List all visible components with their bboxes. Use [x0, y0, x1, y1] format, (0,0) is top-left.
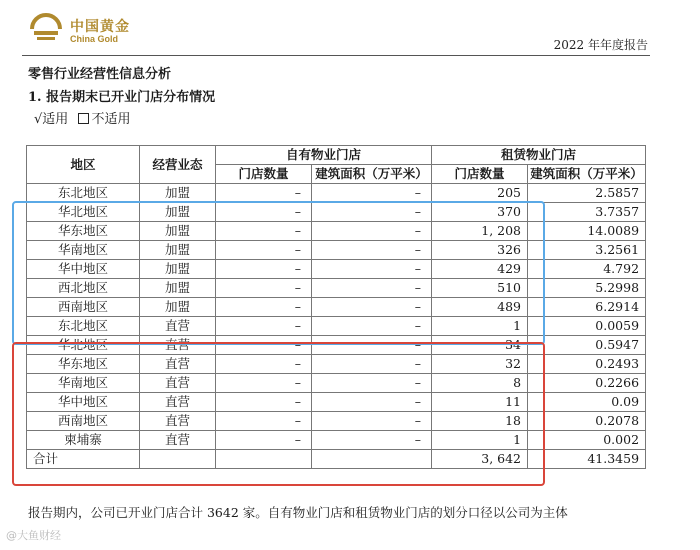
row-leased-count: 489 — [432, 298, 528, 317]
row-owned-area: – — [312, 412, 432, 431]
unchecked-box-icon — [78, 113, 89, 124]
row-region: 东北地区 — [27, 317, 140, 336]
row-owned-area: – — [312, 203, 432, 222]
row-region: 柬埔寨 — [27, 431, 140, 450]
row-leased-area: 14.0089 — [528, 222, 646, 241]
row-format: 加盟 — [140, 184, 216, 203]
row-leased-area: 0.2266 — [528, 374, 646, 393]
header-divider — [22, 55, 650, 56]
row-region: 华中地区 — [27, 393, 140, 412]
row-region: 西北地区 — [27, 279, 140, 298]
logo-chinese-name: 中国黄金 — [70, 19, 130, 35]
row-leased-area: 3.2561 — [528, 241, 646, 260]
row-leased-area: 0.5947 — [528, 336, 646, 355]
row-format: 直营 — [140, 336, 216, 355]
row-leased-count: 370 — [432, 203, 528, 222]
report-year-label: 2022 年年度报告 — [553, 38, 648, 52]
header-format: 经营业态 — [140, 146, 216, 184]
row-format: 直营 — [140, 355, 216, 374]
row-owned-area: – — [312, 393, 432, 412]
row-format: 直营 — [140, 431, 216, 450]
row-owned-count: – — [216, 222, 312, 241]
row-region: 华北地区 — [27, 203, 140, 222]
row-format: 直营 — [140, 393, 216, 412]
row-region: 华东地区 — [27, 222, 140, 241]
row-owned-count: – — [216, 431, 312, 450]
row-format: 加盟 — [140, 279, 216, 298]
franchise-highlight-box — [12, 201, 545, 345]
row-leased-count: 8 — [432, 374, 528, 393]
row-leased-count: 1 — [432, 317, 528, 336]
row-format: 加盟 — [140, 203, 216, 222]
row-region: 华中地区 — [27, 260, 140, 279]
row-region: 西南地区 — [27, 298, 140, 317]
total-leased-area: 41.3459 — [528, 450, 646, 469]
row-leased-area: 6.2914 — [528, 298, 646, 317]
row-owned-count: – — [216, 241, 312, 260]
row-owned-area: – — [312, 298, 432, 317]
row-leased-count: 34 — [432, 336, 528, 355]
row-owned-area: – — [312, 279, 432, 298]
row-format: 直营 — [140, 317, 216, 336]
row-owned-area: – — [312, 184, 432, 203]
row-leased-area: 2.5857 — [528, 184, 646, 203]
row-leased-area: 0.2078 — [528, 412, 646, 431]
applicability-line — [34, 108, 130, 127]
header-leased-count: 门店数量 — [432, 165, 528, 184]
row-leased-area: 5.2998 — [528, 279, 646, 298]
footnote-text: 报告期内，公司已开业门店合计 3642 家。自有物业门店和租赁物业门店的划分口径以公司为主体 — [28, 505, 568, 520]
direct-store-highlight-box — [12, 342, 545, 486]
row-leased-count: 1, 208 — [432, 222, 528, 241]
row-format: 加盟 — [140, 241, 216, 260]
row-format: 加盟 — [140, 222, 216, 241]
row-owned-count: – — [216, 184, 312, 203]
row-format: 直营 — [140, 412, 216, 431]
row-owned-count: – — [216, 298, 312, 317]
row-owned-area: – — [312, 355, 432, 374]
subsection-title: 1. 报告期末已开业门店分布情况 — [28, 90, 216, 105]
row-leased-count: 510 — [432, 279, 528, 298]
section-title: 零售行业经营性信息分析 — [28, 67, 172, 82]
row-owned-area: – — [312, 317, 432, 336]
row-leased-count: 1 — [432, 431, 528, 450]
row-owned-count: – — [216, 412, 312, 431]
header-region: 地区 — [27, 146, 140, 184]
table-row — [27, 184, 646, 203]
row-owned-count: – — [216, 203, 312, 222]
total-leased-count: 3, 642 — [432, 450, 528, 469]
header-leased-stores: 租赁物业门店 — [432, 146, 646, 165]
row-owned-area: – — [312, 336, 432, 355]
header-leased-area: 建筑面积（万平米） — [528, 165, 646, 184]
row-leased-area: 3.7357 — [528, 203, 646, 222]
row-format: 直营 — [140, 374, 216, 393]
row-owned-area: – — [312, 222, 432, 241]
row-leased-count: 326 — [432, 241, 528, 260]
row-leased-count: 18 — [432, 412, 528, 431]
row-format: 加盟 — [140, 298, 216, 317]
china-gold-logo — [28, 10, 148, 50]
row-region: 东北地区 — [27, 184, 140, 203]
row-region: 西南地区 — [27, 412, 140, 431]
row-region: 华南地区 — [27, 241, 140, 260]
row-owned-count: – — [216, 393, 312, 412]
row-owned-count: – — [216, 279, 312, 298]
row-leased-area: 4.792 — [528, 260, 646, 279]
not-applies-option: 不适用 — [91, 112, 131, 127]
row-leased-area: 0.0059 — [528, 317, 646, 336]
row-owned-area: – — [312, 241, 432, 260]
row-owned-area: – — [312, 431, 432, 450]
logo-english-name: China Gold — [70, 34, 118, 44]
header-owned-area: 建筑面积（万平米） — [312, 165, 432, 184]
row-leased-area: 0.2493 — [528, 355, 646, 374]
row-leased-area: 0.09 — [528, 393, 646, 412]
row-region: 华北地区 — [27, 336, 140, 355]
row-leased-count: 32 — [432, 355, 528, 374]
row-owned-count: – — [216, 317, 312, 336]
row-leased-count: 429 — [432, 260, 528, 279]
row-leased-count: 11 — [432, 393, 528, 412]
watermark: @大鱼财经 — [6, 529, 61, 542]
row-region: 华南地区 — [27, 374, 140, 393]
row-owned-area: – — [312, 260, 432, 279]
row-owned-area: – — [312, 374, 432, 393]
row-owned-count: – — [216, 355, 312, 374]
table-header-row — [27, 146, 646, 165]
row-owned-count: – — [216, 374, 312, 393]
china-gold-emblem-icon — [28, 12, 64, 46]
header-owned-count: 门店数量 — [216, 165, 312, 184]
total-label: 合计 — [27, 450, 140, 469]
row-leased-area: 0.002 — [528, 431, 646, 450]
row-format: 加盟 — [140, 260, 216, 279]
applies-option: √适用 — [34, 112, 69, 127]
row-leased-count: 205 — [432, 184, 528, 203]
row-owned-count: – — [216, 336, 312, 355]
row-owned-count: – — [216, 260, 312, 279]
header-owned-stores: 自有物业门店 — [216, 146, 432, 165]
row-region: 华东地区 — [27, 355, 140, 374]
